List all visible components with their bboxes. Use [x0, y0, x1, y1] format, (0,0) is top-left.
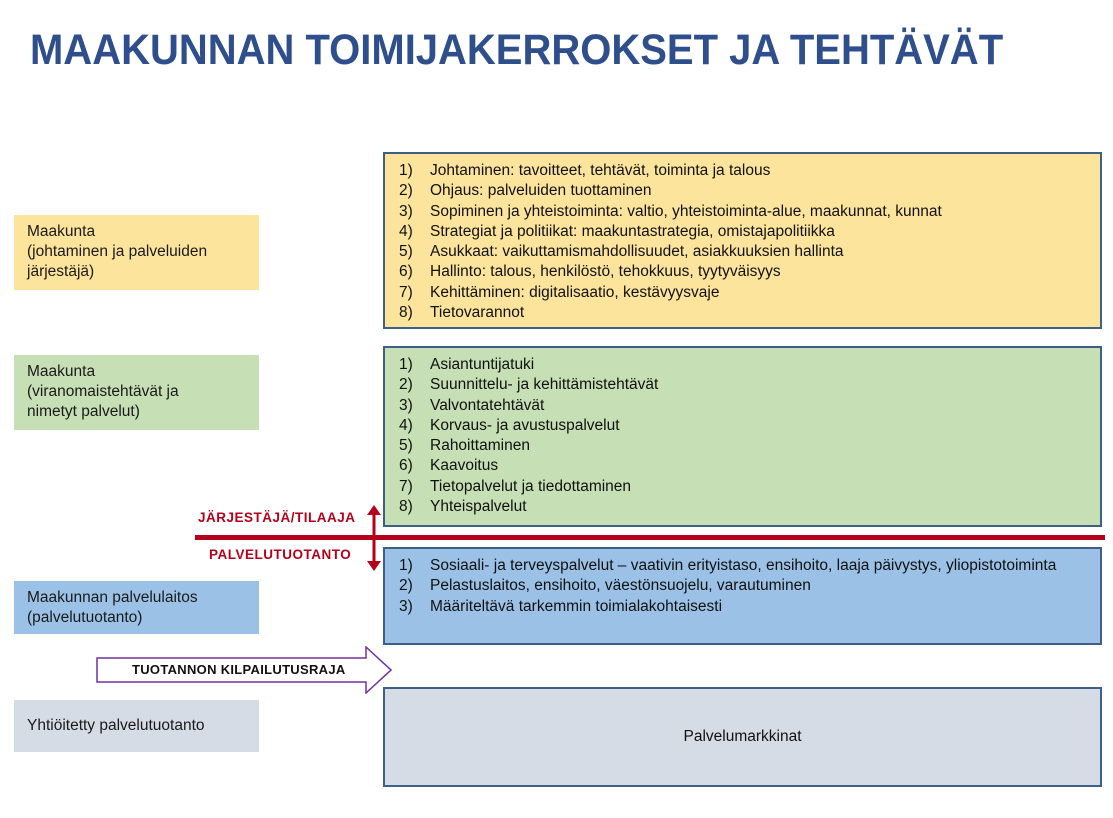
item-text: Suunnittelu- ja kehittämistehtävät	[430, 376, 659, 394]
layer-label-service-unit	[14, 581, 259, 634]
list-item	[399, 242, 1086, 262]
item-text: Asukkaat: vaikuttamismahdollisuudet, asiakkuuksien hallinta	[430, 243, 844, 261]
competition-boundary-arrow	[96, 646, 392, 694]
item-text: Strategiat ja politiikat: maakuntastrategia, omistajapolitiikka	[430, 222, 835, 240]
layer-label-incorporated	[14, 700, 259, 752]
item-number: 1)	[399, 356, 413, 373]
list-item	[399, 497, 1086, 517]
label-line: (viranomaistehtävät ja	[27, 383, 179, 400]
item-text: Valvontatehtävät	[430, 396, 545, 414]
item-text: Määriteltävä tarkemmin toimialakohtaisesti	[430, 597, 723, 615]
divider-upper-label: JÄRJESTÄJÄ/TILAAJA	[198, 510, 356, 525]
item-number: 4)	[399, 416, 413, 434]
list-item	[399, 456, 1086, 476]
item-number: 8)	[399, 304, 413, 322]
item-number: 2)	[399, 376, 413, 394]
layer-label-authority	[14, 355, 259, 430]
item-text: Korvaus- ja avustuspalvelut	[430, 416, 620, 434]
item-number: 7)	[399, 283, 413, 301]
item-text: Sosiaali- ja terveyspalvelut – vaativin erityistaso, ensihoito, laaja päivystys, yliopistotoiminta	[430, 557, 1057, 574]
item-text: Tietovarannot	[430, 304, 525, 322]
task-box-organizer	[383, 152, 1102, 329]
task-list	[399, 161, 1086, 323]
market-label: Palvelumarkkinat	[683, 727, 802, 745]
list-item	[399, 375, 1086, 395]
label-line: Maakunta	[27, 363, 96, 380]
item-number: 5)	[399, 437, 413, 455]
item-text: Yhteispalvelut	[430, 498, 527, 516]
item-number: 3)	[399, 202, 413, 220]
item-number: 7)	[399, 477, 413, 495]
item-text: Kaavoitus	[430, 457, 499, 475]
label-line: Maakunnan palvelulaitos	[27, 589, 198, 606]
item-text: Pelastuslaitos, ensihoito, väestönsuojelu, varautuminen	[430, 577, 811, 595]
list-item	[399, 396, 1086, 416]
item-text: Tietopalvelut ja tiedottaminen	[430, 477, 632, 495]
task-box-authority	[383, 346, 1102, 527]
task-list	[399, 556, 1086, 617]
list-item	[399, 303, 1086, 323]
item-text: Ohjaus: palveluiden tuottaminen	[430, 182, 652, 200]
page-title: MAAKUNNAN TOIMIJAKERROKSET JA TEHTÄVÄT	[30, 26, 1004, 74]
organizer-production-divider	[195, 535, 1105, 540]
label-line: (palvelutuotanto)	[27, 609, 143, 626]
item-number: 8)	[399, 498, 413, 516]
item-text: Kehittäminen: digitalisaatio, kestävyysvaje	[430, 283, 720, 301]
layer-label-organizer	[14, 215, 259, 290]
item-number: 3)	[399, 597, 413, 615]
item-number: 1)	[399, 162, 413, 179]
competition-boundary-label: TUOTANNON KILPAILUTUSRAJA	[132, 662, 346, 677]
list-item	[399, 477, 1086, 497]
item-number: 2)	[399, 577, 413, 595]
task-list	[399, 355, 1086, 517]
list-item	[399, 262, 1086, 282]
item-text: Hallinto: talous, henkilöstö, tehokkuus, tyytyväisyys	[430, 263, 781, 281]
item-number: 2)	[399, 182, 413, 200]
list-item	[399, 181, 1086, 201]
double-arrow-icon	[364, 505, 384, 571]
label-line: järjestäjä)	[27, 263, 95, 280]
task-box-service-unit	[383, 547, 1102, 645]
item-text: Rahoittaminen	[430, 437, 530, 455]
label-line: nimetyt palvelut)	[27, 403, 140, 420]
list-item	[399, 436, 1086, 456]
list-item	[399, 222, 1086, 242]
task-box-market	[383, 687, 1102, 787]
item-number: 4)	[399, 222, 413, 240]
list-item	[399, 556, 1086, 576]
label-line: (johtaminen ja palveluiden	[27, 243, 208, 260]
label-line: Maakunta	[27, 223, 96, 240]
item-number: 6)	[399, 263, 413, 281]
list-item	[399, 576, 1086, 596]
divider-lower-label: PALVELUTUOTANTO	[209, 547, 352, 562]
list-item	[399, 597, 1086, 617]
list-item	[399, 355, 1086, 375]
list-item	[399, 416, 1086, 436]
item-text: Johtaminen: tavoitteet, tehtävät, toiminta ja talous	[430, 162, 771, 179]
list-item	[399, 161, 1086, 181]
item-text: Sopiminen ja yhteistoiminta: valtio, yhteistoiminta-alue, maakunnat, kunnat	[430, 202, 942, 220]
item-number: 5)	[399, 243, 413, 261]
list-item	[399, 202, 1086, 222]
list-item	[399, 283, 1086, 303]
item-number: 3)	[399, 396, 413, 414]
item-number: 1)	[399, 557, 413, 574]
label-line: Yhtiöitetty palvelutuotanto	[27, 717, 205, 734]
item-text: Asiantuntijatuki	[430, 356, 535, 373]
item-number: 6)	[399, 457, 413, 475]
